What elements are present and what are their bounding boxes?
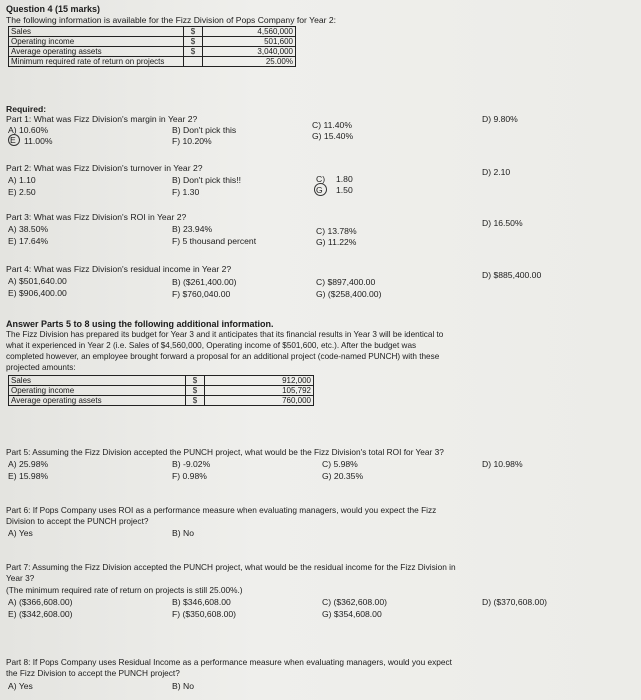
- table-cell-value: 760,000: [205, 396, 314, 406]
- part2-option-c-label[interactable]: C): [316, 174, 326, 184]
- part4-option-d[interactable]: D) $885,400.00: [482, 270, 542, 280]
- part1-option-b[interactable]: B) Don't pick this: [172, 125, 237, 135]
- part7-option-c[interactable]: C) ($362,608.00): [322, 597, 387, 607]
- part2-question: Part 2: What was Fizz Division's turnover in Year 2?: [6, 163, 203, 173]
- part7-option-e[interactable]: E) ($342,608.00): [8, 609, 73, 619]
- table-cell-symbol: $: [186, 396, 205, 406]
- part3-option-g[interactable]: G) 11.22%: [316, 237, 357, 247]
- table-cell-label: Sales: [9, 27, 184, 37]
- part3-option-c[interactable]: C) 13.78%: [316, 226, 357, 236]
- part7-option-a[interactable]: A) ($366,608.00): [8, 597, 73, 607]
- question-title: Question 4 (15 marks): [6, 4, 101, 14]
- table-cell-symbol: $: [186, 376, 205, 386]
- table-cell-value: 501,600: [203, 37, 296, 47]
- part1-option-c[interactable]: C) 11.40%: [312, 120, 352, 130]
- table-row: [9, 57, 296, 67]
- table-cell-label: Average operating assets: [9, 47, 184, 57]
- paragraph-line: The Fizz Division has prepared its budget for Year 3 and it anticipates that its financial results in Year 3 will be identical to: [6, 330, 444, 339]
- part2-option-e[interactable]: E) 2.50: [8, 187, 36, 197]
- part8-question-line1: Part 8: If Pops Company uses Residual Income as a performance measure when evaluating managers, would you expect: [6, 657, 452, 667]
- table-row: [9, 27, 296, 37]
- part4-option-c[interactable]: C) $897,400.00: [316, 277, 376, 287]
- punch-project-table: [8, 375, 314, 406]
- table-row: [9, 37, 296, 47]
- table-cell-label: Sales: [9, 376, 186, 386]
- part3-option-d[interactable]: D) 16.50%: [482, 218, 523, 228]
- part2-option-b[interactable]: B) Don't pick this!!: [172, 175, 241, 185]
- part6-question-line2: Division to accept the PUNCH project?: [6, 516, 149, 526]
- part5-option-c[interactable]: C) 5.98%: [322, 459, 358, 469]
- part2-option-g-label: G: [316, 185, 323, 195]
- part2-option-c[interactable]: 1.80: [336, 174, 353, 184]
- required-heading: Required:: [6, 104, 47, 114]
- part7-question-line2: Year 3?: [6, 573, 35, 583]
- part5-question: Part 5: Assuming the Fizz Division accepted the PUNCH project, what would be the Fizz Division's total ROI for Year 3?: [6, 447, 444, 457]
- part7-option-d[interactable]: D) ($370,608.00): [482, 597, 547, 607]
- part5-option-b[interactable]: B) -9.02%: [172, 459, 211, 469]
- table-cell-label: Operating income: [9, 37, 184, 47]
- table-cell-symbol: $: [184, 37, 203, 47]
- part7-option-f[interactable]: F) ($350,608.00): [172, 609, 237, 619]
- part5-option-g[interactable]: G) 20.35%: [322, 471, 364, 481]
- part8-option-a[interactable]: A) Yes: [8, 681, 33, 691]
- part3-question: Part 3: What was Fizz Division's ROI in Year 2?: [6, 212, 187, 222]
- part5-option-d[interactable]: D) 10.98%: [482, 459, 523, 469]
- part7-note: (The minimum required rate of return on projects is still 25.00%.): [6, 585, 243, 595]
- table-cell-label: Average operating assets: [9, 396, 186, 406]
- part4-option-f[interactable]: F) $760,040.00: [172, 289, 231, 299]
- part3-option-e[interactable]: E) 17.64%: [8, 236, 49, 246]
- table-cell-symbol: [184, 57, 203, 67]
- part1-option-a[interactable]: A) 10.60%: [8, 125, 49, 135]
- part7-option-b[interactable]: B) $346,608.00: [172, 597, 231, 607]
- table-row: [9, 47, 296, 57]
- part8-question-line2: the Fizz Division to accept the PUNCH project?: [6, 668, 180, 678]
- table-cell-symbol: $: [184, 47, 203, 57]
- intro-text: The following information is available for the Fizz Division of Pops Company for Year 2:: [6, 15, 337, 25]
- part6-option-a[interactable]: A) Yes: [8, 528, 33, 538]
- part7-option-g[interactable]: G) $354,608.00: [322, 609, 382, 619]
- part6-question-line1: Part 6: If Pops Company uses ROI as a performance measure when evaluating managers, would you expect the Fizz: [6, 505, 437, 515]
- part3-option-b[interactable]: B) 23.94%: [172, 224, 213, 234]
- part2-option-f[interactable]: F) 1.30: [172, 187, 200, 197]
- part5-option-f[interactable]: F) 0.98%: [172, 471, 207, 481]
- paragraph-line: completed however, an employee brought forward a proposal for an additional project (code-named PUNCH) with these: [6, 352, 440, 361]
- table-cell-symbol: $: [186, 386, 205, 396]
- paragraph-line: what it experienced in Year 2 (i.e. Sales of $4,560,000, Operating income of $501,600, etc.). After the budget was: [6, 341, 417, 350]
- part4-question: Part 4: What was Fizz Division's residual income in Year 2?: [6, 264, 232, 274]
- part5-option-e[interactable]: E) 15.98%: [8, 471, 49, 481]
- part1-question: Part 1: What was Fizz Division's margin in Year 2?: [6, 114, 198, 124]
- table-cell-value: 912,000: [205, 376, 314, 386]
- table-cell-value: 105,792: [205, 386, 314, 396]
- table-cell-value: 3,040,000: [203, 47, 296, 57]
- table-cell-value: 25.00%: [203, 57, 296, 67]
- part3-option-a[interactable]: A) 38.50%: [8, 224, 49, 234]
- part6-option-b[interactable]: B) No: [172, 528, 194, 538]
- year2-data-table: [8, 26, 296, 67]
- table-cell-label: Minimum required rate of return on projects: [9, 57, 184, 67]
- table-cell-label: Operating income: [9, 386, 186, 396]
- part1-option-e[interactable]: 11.00%: [24, 136, 53, 146]
- part2-option-a[interactable]: A) 1.10: [8, 175, 36, 185]
- table-cell-symbol: $: [184, 27, 203, 37]
- part1-option-e-label: E: [10, 135, 16, 145]
- table-row: [9, 396, 314, 406]
- part4-option-e[interactable]: E) $906,400.00: [8, 288, 67, 298]
- answer-heading: Answer Parts 5 to 8 using the following additional information.: [6, 319, 274, 329]
- part1-option-d[interactable]: D) 9.80%: [482, 114, 518, 124]
- part1-option-f[interactable]: F) 10.20%: [172, 136, 212, 146]
- paragraph-line: projected amounts:: [6, 363, 76, 372]
- table-row: [9, 386, 314, 396]
- table-row: [9, 376, 314, 386]
- part4-option-b[interactable]: B) ($261,400.00): [172, 277, 237, 287]
- part1-option-g[interactable]: G) 15.40%: [312, 131, 354, 141]
- part2-option-d[interactable]: D) 2.10: [482, 167, 511, 177]
- part4-option-a[interactable]: A) $501,640.00: [8, 276, 67, 286]
- part2-option-g[interactable]: 1.50: [336, 185, 353, 195]
- part3-option-f[interactable]: F) 5 thousand percent: [172, 236, 257, 246]
- part4-option-g[interactable]: G) ($258,400.00): [316, 289, 382, 299]
- part8-option-b[interactable]: B) No: [172, 681, 194, 691]
- part7-question-line1: Part 7: Assuming the Fizz Division accepted the PUNCH project, what would be the residual income for the Fizz Division in: [6, 562, 456, 572]
- table-cell-value: 4,560,000: [203, 27, 296, 37]
- part5-option-a[interactable]: A) 25.98%: [8, 459, 49, 469]
